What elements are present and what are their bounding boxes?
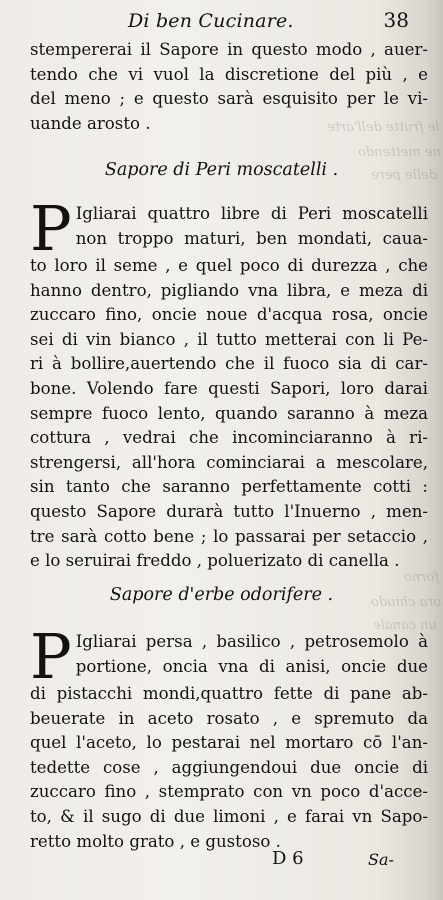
initial-letter: P [30,192,72,265]
text-line: tedette cose , aggiungendoui due oncie di [30,757,428,777]
text-line: beuerate in aceto rosato , e spremuto da [30,708,428,728]
signature-mark: D 6 [272,848,304,869]
text-line: to loro il seme , e quel poco di durezza , che [30,256,428,275]
intro-paragraph [30,38,428,136]
text-line: sin tanto che saranno perfettamente cotti : [30,477,428,497]
text-line: cottura , vedrai che incominciaranno à ri- [30,428,428,448]
text-line: e lo seruirai freddo , poluerizato di canella . [30,551,400,571]
catchword: Sa- [368,850,394,869]
text-line: hanno dentro, pigliando vna libra, e meza di [30,280,428,300]
page-header [0,8,443,34]
text-line: Igliarai persa , basilico , petrosemolo à [75,632,428,651]
running-title: Di ben Cucinare. [128,10,294,32]
recipe-title: Sapore di Peri moscatelli . [104,160,339,180]
text-line: zuccaro fino, oncie noue d'acqua rosa, oncie [30,305,428,325]
text-line: portione, oncia vna di anisi, oncie due [75,656,428,676]
text-line: bone. Volendo fare questi Sapori, loro darai [30,378,428,398]
text-line: quel l'aceto, lo pestarai nel mortaro cō l'an- [30,733,428,753]
recipe-body [30,192,428,574]
text-line: ri à bollire,auertendo che il fuoco sia di car- [30,354,428,374]
text-line: non troppo maturi, ben mondati, caua- [75,228,428,248]
text-line: stempererai il Sapore in questo modo , auer- [30,40,428,59]
text-line: strengersi, all'hora cominciarai a mescolare, [30,452,428,472]
show-through-text: le frutte dell'arte ne mettendo delle pere forno ora chiudo un canale [326,120,441,633]
text-line: Igliarai quattro libre di Peri moscatelli [75,204,428,223]
text-line: sei di vin bianco , il tutto metterai con li Pe- [30,329,428,349]
initial-letter: P [30,620,72,693]
recipe-body [30,620,428,854]
page-number: 38 [383,8,409,32]
text-line: di pistacchi mondi,quattro fette di pane ab- [30,684,428,703]
recipe-title: Sapore d'erbe odorifere . [109,585,334,605]
text-line: to, & il sugo di due limoni , e farai vn Sapo- [30,806,428,826]
text-line: zuccaro fino , stemprato con vn poco d'acce- [30,782,428,802]
text-line: del meno ; e questo sarà esquisito per le vi- [30,89,428,109]
text-line: tre sarà cotto bene ; lo passarai per setaccio , [30,526,428,546]
text-line: retto molto grato , e gustoso . [30,831,281,851]
page-footer [0,848,443,878]
text-line: questo Sapore durarà tutto l'Inuerno , men- [30,501,428,521]
text-line: sempre fuoco lento, quando saranno à meza [30,403,428,423]
text-line: uande arosto . [30,113,151,133]
text-line: tendo che vi vuol la discretione del più , e [30,64,428,84]
